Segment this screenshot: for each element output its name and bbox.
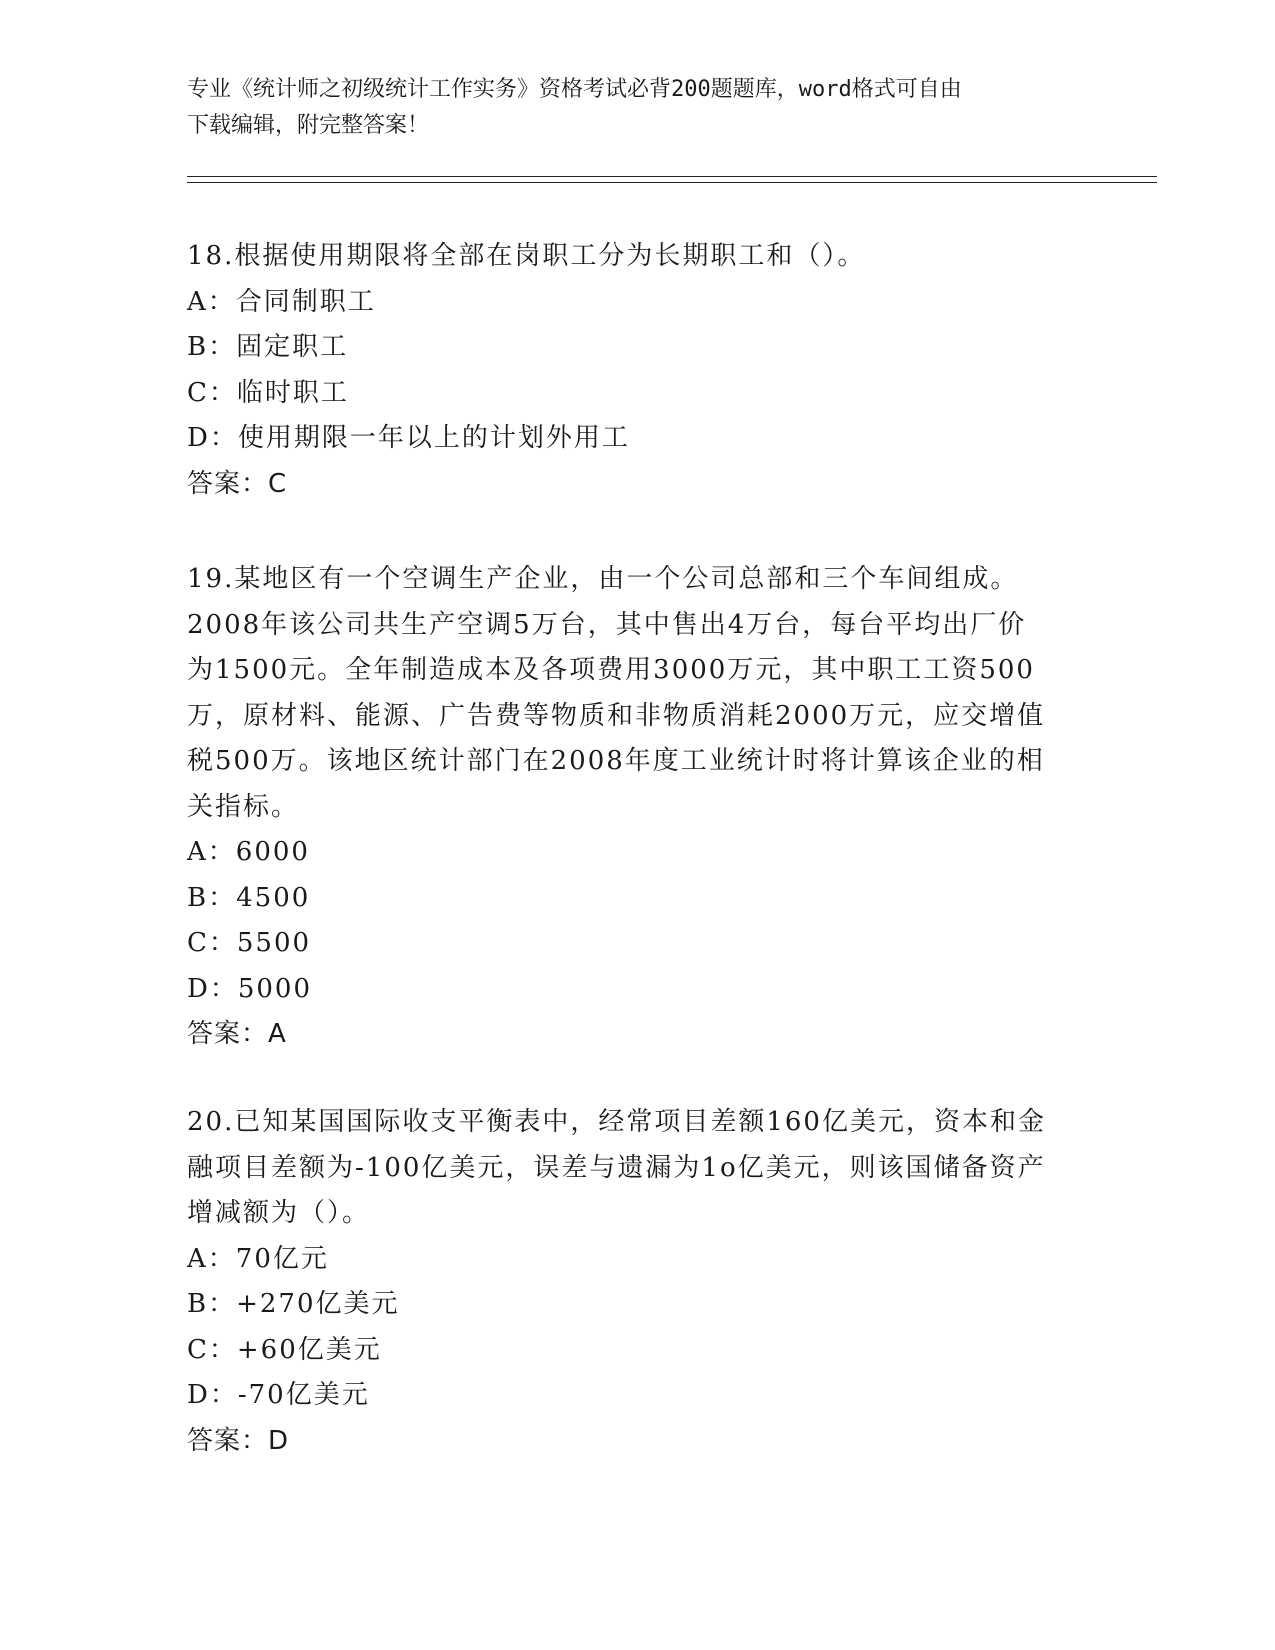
- option-c: C：5500: [187, 928, 312, 958]
- header-line-2: 下载编辑，附完整答案！: [187, 113, 430, 138]
- answer: 答案：C: [187, 468, 288, 499]
- option-d: D：-70亿美元: [187, 1380, 370, 1410]
- header-line-1: 专业《统计师之初级统计工作实务》资格考试必背200题题库，word格式可自由: [187, 77, 962, 102]
- option-a: A：6000: [187, 837, 310, 867]
- question-stem-line: 19.某地区有一个空调生产企业，由一个公司总部和三个车间组成。: [187, 564, 1019, 594]
- option-b: B：4500: [187, 882, 311, 913]
- option-b: B：固定职工: [187, 332, 349, 362]
- option-c: C：临时职工: [187, 377, 349, 408]
- option-a: A：合同制职工: [187, 286, 376, 317]
- question-18: [187, 234, 1087, 507]
- question-stem-line: 20.已知某国国际收支平衡表中，经常项目差额160亿美元，资本和金: [187, 1107, 1046, 1137]
- header-divider-top: [187, 176, 1157, 177]
- question-20: [187, 1100, 1087, 1464]
- question-stem-line: 税500万。该地区统计部门在2008年度工业统计时将计算该企业的相: [187, 746, 1045, 776]
- answer: 答案：A: [187, 1019, 287, 1049]
- header-divider-bottom: [187, 182, 1157, 183]
- question-stem-line: 万，原材料、能源、广告费等物质和非物质消耗2000万元，应交增值: [187, 700, 1046, 731]
- question-stem-line: 融项目差额为-100亿美元，误差与遗漏为1o亿美元，则该国储备资产: [187, 1152, 1046, 1183]
- question-stem-line: 2008年该公司共生产空调5万台，其中售出4万台，每台平均出厂价: [187, 609, 1027, 640]
- option-a: A：70亿元: [187, 1243, 329, 1274]
- option-d: D：使用期限一年以上的计划外用工: [187, 423, 630, 453]
- question-19: [187, 557, 1087, 1058]
- question-stem-line: 为1500元。全年制造成本及各项费用3000万元，其中职工工资500: [187, 655, 1035, 685]
- question-stem: 18.根据使用期限将全部在岗职工分为长期职工和（）。: [187, 241, 866, 271]
- document-header: [187, 72, 1077, 144]
- answer: 答案：D: [187, 1425, 290, 1456]
- question-stem-line: 关指标。: [187, 791, 300, 822]
- option-b: B：+270亿美元: [187, 1289, 400, 1319]
- question-stem-line: 增减额为（）。: [187, 1198, 371, 1228]
- option-c: C：+60亿美元: [187, 1334, 382, 1365]
- option-d: D：5000: [187, 973, 313, 1004]
